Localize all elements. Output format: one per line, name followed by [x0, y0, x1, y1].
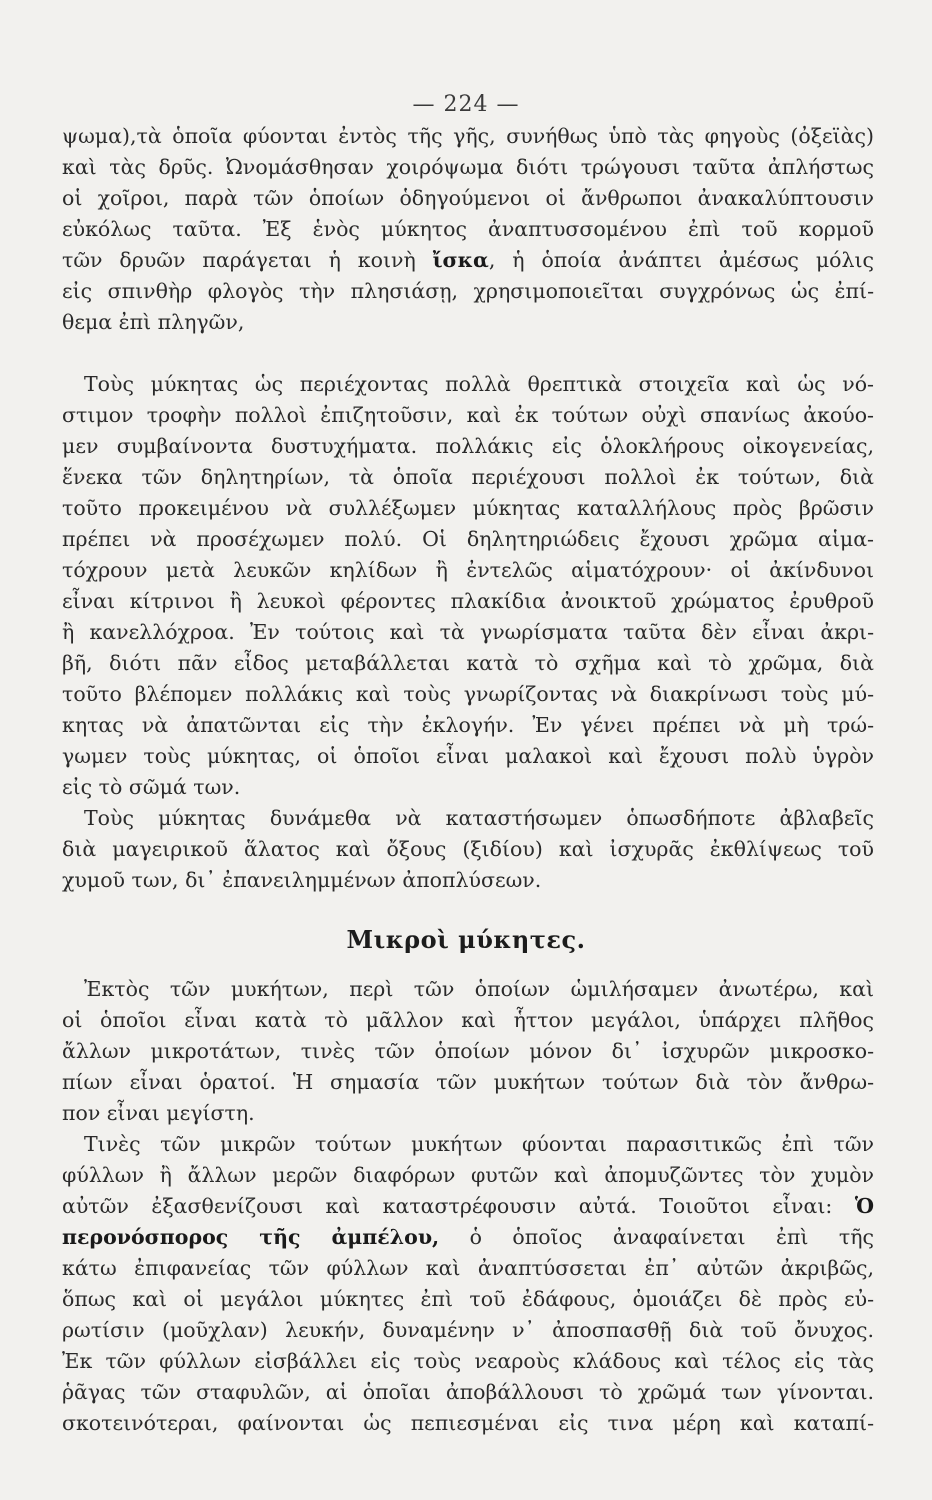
text-fragment: αὐτῶν ἐξασθενίζουσι καὶ καταστρέφουσιν αὐτά. Τοιοῦτοι εἶναι: — [62, 1194, 855, 1218]
text-line: στιμον τροφὴν πολλοὶ ἐπιζητοῦσιν, καὶ ἐκ τούτων οὐχὶ σπανίως ἀκούο- — [62, 403, 874, 427]
emphasized-term: ἴσκα — [432, 248, 489, 272]
paragraph-preparation — [62, 803, 874, 896]
emphasized-term: περονόσπορος τῆς ἀμπέλου, — [62, 1225, 440, 1249]
text-line: εὐκόλως ταῦτα. Ἐξ ἑνὸς μύκητος ἀναπτυσσομένου ἐπὶ τοῦ κορμοῦ — [62, 217, 874, 241]
text-line — [62, 1191, 874, 1222]
text-line: τοῦτο βλέπομεν πολλάκις καὶ τοὺς γνωρίζοντας νὰ διακρίνωσι τοὺς μύ- — [62, 682, 874, 706]
text-fragment: , ἡ ὁποία ἀνάπτει ἀμέσως μόλις — [488, 248, 874, 272]
text-line — [62, 1222, 874, 1253]
text-line: ἄλλων μικροτάτων, τινὲς τῶν ὁποίων μόνον δι᾽ ἰσχυρῶν μικροσκο- — [62, 1039, 874, 1063]
text-line: θεμα ἐπὶ πληγῶν, — [62, 310, 245, 334]
paragraph-micro-fungi — [62, 974, 874, 1129]
text-line — [62, 245, 874, 276]
text-line: οἱ χοῖροι, παρὰ τῶν ὁποίων ὁδηγούμενοι οἱ ἄνθρωποι ἀνακαλύπτουσιν — [62, 186, 874, 210]
text-line: Τοὺς μύκητας ὡς περιέχοντας πολλὰ θρεπτικὰ στοιχεῖα καὶ ὡς νό- — [84, 372, 874, 396]
text-line: γωμεν τοὺς μύκητας, οἱ ὁποῖοι εἶναι μαλακοὶ καὶ ἔχουσι πολὺ ὑγρὸν — [62, 744, 874, 768]
text-line: ρωτίσιν (μοῦχλαν) λευκήν, δυναμένην ν᾽ ἀποσπασθῇ διὰ τοῦ ὄνυχος. — [62, 1318, 874, 1342]
text-line: βῆ, διότι πᾶν εἶδος μεταβάλλεται κατὰ τὸ σχῆμα καὶ τὸ χρῶμα, διὰ — [62, 651, 874, 675]
text-fragment: ὁ ὁποῖος ἀναφαίνεται ἐπὶ τῆς — [439, 1225, 874, 1249]
text-line: ἕνεκα τῶν δηλητηρίων, τὰ ὁποῖα περιέχουσι πολλοὶ ἐκ τούτων, διὰ — [62, 465, 874, 489]
text-fragment: τῶν δρυῶν παράγεται ἡ κοινὴ — [62, 248, 433, 272]
emphasized-term: Ὁ — [854, 1194, 874, 1218]
text-line: μεν συμβαίνοντα δυστυχήματα. πολλάκις εἰς ὁλοκλήρους οἰκογενείας, — [62, 434, 874, 458]
text-line: εἰς τὸ σῶμά των. — [62, 775, 241, 799]
text-line: πον εἶναι μεγίστη. — [62, 1101, 255, 1125]
page-number: — 224 — — [412, 92, 520, 117]
text-line: διὰ μαγειρικοῦ ἅλατος καὶ ὄξους (ξιδίου) καὶ ἰσχυρᾶς ἐκθλίψεως τοῦ — [62, 837, 874, 861]
text-line: Τινὲς τῶν μικρῶν τούτων μυκήτων φύονται παρασιτικῶς ἐπὶ τῶν — [84, 1132, 874, 1156]
text-line: χυμοῦ των, δι᾽ ἐπανειλημμένων ἀποπλύσεων. — [62, 868, 542, 892]
text-line: ὅπως καὶ οἱ μεγάλοι μύκητες ἐπὶ τοῦ ἐδάφους, ὁμοιάζει δὲ πρὸς εὐ- — [62, 1287, 874, 1311]
text-line: ἢ κανελλόχροα. Ἐν τούτοις καὶ τὰ γνωρίσματα ταῦτα δὲν εἶναι ἀκρι- — [62, 620, 874, 644]
text-line: πίων εἶναι ὁρατοί. Ἡ σημασία τῶν μυκήτων τούτων διὰ τὸν ἄνθρω- — [62, 1070, 874, 1094]
paragraph-truffles — [62, 121, 874, 338]
text-line: οἱ ὁποῖοι εἶναι κατὰ τὸ μᾶλλον καὶ ἧττον μεγάλοι, ὑπάρχει πλῆθος — [62, 1008, 874, 1032]
text-line: εἶναι κίτρινοι ἢ λευκοὶ φέροντες πλακίδια ἀνοικτοῦ χρώματος ἐρυθροῦ — [62, 589, 874, 613]
text-line: τόχρουν μετὰ λευκῶν κηλίδων ἢ ἐντελῶς αἱματόχρουν· οἱ ἀκίνδυνοι — [62, 558, 874, 582]
text-line: τοῦτο προκειμένου νὰ συλλέξωμεν μύκητας καταλλήλους πρὸς βρῶσιν — [62, 496, 874, 520]
text-line: καὶ τὰς δρῦς. Ὠνομάσθησαν χοιρόψωμα διότι τρώγουσι ταῦτα ἀπλήστως — [62, 155, 874, 179]
text-line: σκοτεινότεραι, φαίνονται ὡς πεπιεσμέναι εἰς τινα μέρη καὶ καταπί- — [62, 1411, 874, 1435]
text-line: φύλλων ἢ ἄλλων μερῶν διαφόρων φυτῶν καὶ ἀπομυζῶντες τὸν χυμὸν — [62, 1163, 874, 1187]
text-line: κάτω ἐπιφανείας τῶν φύλλων καὶ ἀναπτύσσεται ἐπ᾽ αὐτῶν ἀκριβῶς, — [62, 1256, 874, 1280]
text-line: ψωμα),τὰ ὁποῖα φύονται ἐντὸς τῆς γῆς, συνήθως ὑπὸ τὰς φηγοὺς (ὀξεϊὰς) — [62, 124, 874, 148]
text-line: εἰς σπινθὴρ φλογὸς τὴν πλησιάσῃ, χρησιμοποιεῖται συγχρόνως ὡς ἐπί- — [62, 279, 874, 303]
paragraph-downy-mildew — [62, 1129, 874, 1439]
text-line: Ἐκτὸς τῶν μυκήτων, περὶ τῶν ὁποίων ὡμιλήσαμεν ἀνωτέρω, καὶ — [84, 977, 874, 1001]
text-line: Ἐκ τῶν φύλλων εἰσβάλλει εἰς τοὺς νεαροὺς κλάδους καὶ τέλος εἰς τὰς — [62, 1349, 874, 1373]
text-line: πρέπει νὰ προσέχωμεν πολύ. Οἱ δηλητηριώδεις ἔχουσι χρῶμα αἱμα- — [62, 527, 874, 551]
section-heading: Μικροὶ μύκητες. — [346, 925, 586, 954]
text-line: κητας νὰ ἀπατῶνται εἰς τὴν ἐκλογήν. Ἐν γένει πρέπει νὰ μὴ τρώ- — [62, 713, 874, 737]
paragraph-edible-mushrooms — [62, 369, 874, 803]
text-line: ῥᾶγας τῶν σταφυλῶν, αἱ ὁποῖαι ἀποβάλλουσι τὸ χρῶμά των γίνονται. — [62, 1380, 874, 1404]
text-line: Τοὺς μύκητας δυνάμεθα νὰ καταστήσωμεν ὁπωσδήποτε ἀβλαβεῖς — [84, 806, 874, 830]
